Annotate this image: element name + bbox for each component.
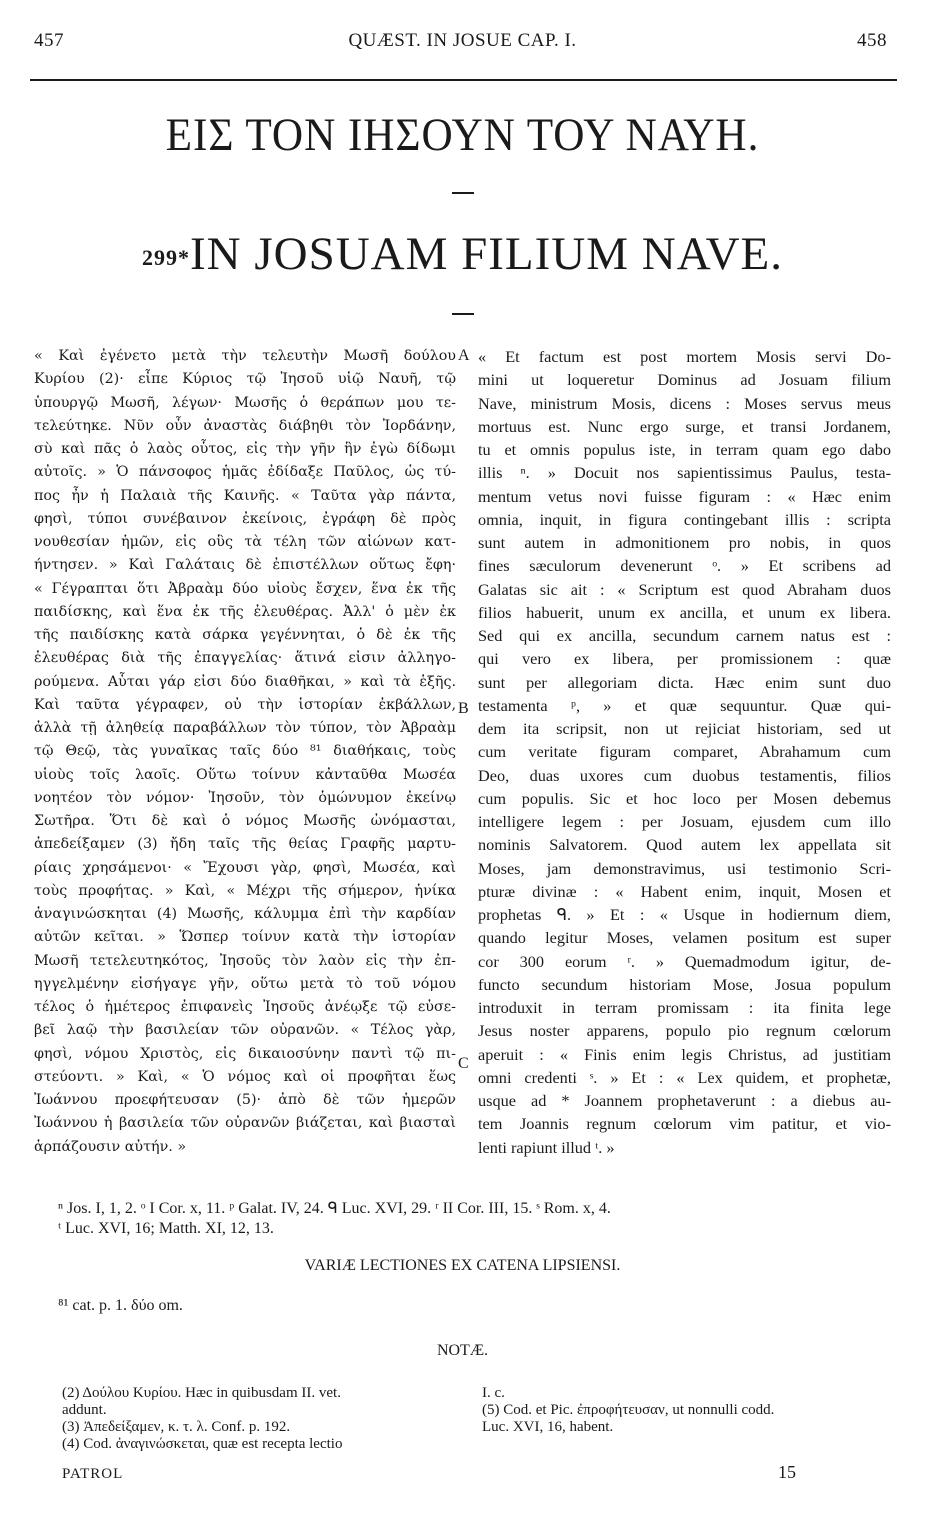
latin-text-line: mentum vetus novi fuisse figuram : « Hæc enim bbox=[478, 486, 891, 506]
notae-heading: NOTÆ. bbox=[436, 1342, 489, 1359]
page-number-right: 458 bbox=[857, 30, 887, 51]
title-dash-2 bbox=[452, 313, 474, 315]
greek-text-line: ρούμενα. Αὗται γάρ εἰσι δύο διαθῆκαι, » καὶ τὰ ἑξῆς. bbox=[34, 673, 456, 690]
title-dash-1 bbox=[452, 192, 474, 194]
footer-left-mark: PATROL bbox=[62, 1466, 124, 1482]
note-line: (4) Cod. ἀναγινώσκεται, quæ est recepta lectio bbox=[62, 1436, 343, 1452]
note-line: I. c. bbox=[482, 1385, 505, 1401]
note-line: (3) Ἀπεδείξαμεν, κ. τ. λ. Conf. p. 192. bbox=[62, 1419, 291, 1435]
latin-text-line: usque ad * Joannem prophetaverunt : a diebus au- bbox=[478, 1091, 891, 1110]
greek-title: ΕΙΣ ΤΟΝ ΙΗΣΟΥΝ ΤΟΥ ΝΑΥΗ. bbox=[165, 109, 760, 161]
greek-text-column bbox=[34, 345, 456, 1159]
latin-text-line: introduxit in terram promissam : ita finita lege bbox=[478, 998, 891, 1017]
latin-text-line: dem ita scripsit, non ut rejiciat historiam, sed ut bbox=[478, 719, 891, 738]
latin-text-line: Galatas sic ait : « Scriptum est quod Abraham duos bbox=[478, 579, 891, 599]
margin-letter-a: A bbox=[458, 347, 470, 364]
greek-text-line: αὐτῶν κεῖται. » Ὥσπερ τοίνυν κατὰ τὴν ἱστορίαν bbox=[34, 929, 456, 946]
latin-text-line: « Et factum est post mortem Mosis servi Do- bbox=[478, 347, 891, 366]
greek-text-line: νοητέον τὸν νόμον· Ἰησοῦν, τὸν ὁμώνυμον ἐκείνῳ bbox=[34, 789, 456, 806]
latin-title-block bbox=[0, 227, 925, 281]
greek-text-line: ηγγελμένην εἰσήγαγε γῆν, οὕτω μετὰ τὸ τοῦ νόμου bbox=[34, 975, 456, 992]
latin-text-line: cum veritate figuram comparet, Abrahamum cum bbox=[478, 742, 891, 762]
variae-heading: VARIÆ LECTIONES EX CATENA LIPSIENSI. bbox=[304, 1257, 621, 1274]
greek-text-line: Ἰωάννου προεφήτευσαν (5)· ἀπὸ δὲ τῶν ἡμερῶν bbox=[34, 1092, 456, 1108]
latin-text-line: cor 300 eorum ʳ. » Quemadmodum igitur, de- bbox=[478, 951, 891, 971]
margin-letter-b: B bbox=[458, 700, 469, 717]
greek-text-line: τῷ Θεῷ, τὰς γυναῖκας ταῖς δύο ⁸¹ διαθήκαις, τοὺς bbox=[34, 743, 456, 760]
latin-text-line: quando legitur Moses, velamen positum est super bbox=[478, 928, 891, 948]
latin-text-line: omnia, inquit, in figura contingebant illis : scripta bbox=[478, 509, 891, 529]
greek-text-line: τοὺς προφήτας. » Καὶ, « Μέχρι τῆς σήμερον, ἡνίκα bbox=[34, 882, 456, 899]
note-line: (5) Cod. et Pic. ἐπροφήτευσαν, ut nonnulli codd. bbox=[482, 1402, 775, 1418]
latin-text-line: functo secundum historiam Mose, Josua populum bbox=[478, 974, 891, 994]
greek-text-line: πος ἦν ἡ Παλαιὰ τῆς Καινῆς. « Ταῦτα γὰρ πάντα, bbox=[34, 487, 456, 504]
greek-text-line: Σωτῆρα. Ὅτι δὲ καὶ ὁ νόμος Μωσῆς ὠνόμασται, bbox=[34, 813, 456, 829]
greek-text-line: παιδίσκης, καὶ ἕνα ἐκ τῆς ἐλευθέρας. Ἀλλ' ὁ μὲν ἐκ bbox=[34, 603, 456, 620]
note-line: addunt. bbox=[62, 1402, 107, 1418]
notes-left bbox=[62, 1385, 462, 1453]
greek-text-line: ρίαις χρησάμενοι· « Ἔχουσι γὰρ, φησὶ, Μωσέα, καὶ bbox=[34, 859, 456, 876]
greek-text-line: ἁρπάζουσιν αὐτήν. » bbox=[34, 1138, 187, 1155]
latin-text-line: Sed qui ex ancilla, secundum carnem natus est : bbox=[478, 626, 891, 645]
latin-text-line: intelligere legem : per Josuam, ejusdem cum illo bbox=[478, 812, 891, 831]
latin-text-line: Jesus noster apparens, populo pio regnum cœlorum bbox=[478, 1021, 891, 1041]
margin-letter-c: C bbox=[458, 1055, 469, 1072]
latin-text-line: Moses, jam demonstravimus, usi testimonio Scri- bbox=[478, 858, 891, 878]
latin-text-line: tem Joannis regnum cœlorum vim patitur, et vio- bbox=[478, 1114, 891, 1134]
latin-text-line: omni credenti ˢ. » Et : « Lex quidem, et prophetæ, bbox=[478, 1067, 891, 1087]
greek-text-line: Μωσῆ τετελευτηκότος, Ἰησοῦς τὸν λαὸν εἰς τὴν ἐπ- bbox=[34, 952, 456, 969]
latin-text-line: lenti rapiunt illud ᵗ. » bbox=[478, 1137, 615, 1157]
latin-text-line: pturæ divinæ : « Habent enim, inquit, Mosen et bbox=[478, 881, 891, 901]
greek-text-line: ἐλευθέρας διὰ τῆς ἐπαγγελίας· ἅτινά εἰσιν ἀλληγο- bbox=[34, 650, 456, 667]
latin-text-column bbox=[478, 345, 891, 1159]
latin-text-line: illis ⁿ. » Docuit nos sapientissimus Paulus, testa- bbox=[478, 463, 891, 483]
latin-text-line: fines sæculorum devenerunt ᵒ. » Et scribens ad bbox=[478, 556, 891, 576]
greek-text-line: ἀναγινώσκηται (4) Μωσῆς, κάλυμμα ἐπὶ τὴν καρδίαν bbox=[34, 906, 456, 922]
greek-text-line: φησὶ, τύποι συνέβαινον ἐκείνοις, ἐγράφη δὲ πρὸς bbox=[34, 510, 456, 527]
greek-text-line: Ἰωάννου ἡ βασιλεία τῶν οὐρανῶν βιάζεται, καὶ βιασταὶ bbox=[34, 1115, 456, 1132]
greek-text-line: Κυρίου (2)· εἶπε Κύριος τῷ Ἰησοῦ υἱῷ Ναυῆ, τῷ bbox=[34, 371, 456, 388]
greek-text-line: « Καὶ ἐγένετο μετὰ τὴν τελευτὴν Μωσῆ δούλου bbox=[34, 348, 456, 364]
latin-text-line: mini ut loqueretur Dominus ad Josuam filium bbox=[478, 370, 891, 390]
latin-text-line: mortuus est. Nunc ergo surge, et transi Jordanem, bbox=[478, 416, 891, 436]
latin-text-line: sunt autem in admonitionem pro nobis, in quos bbox=[478, 533, 891, 552]
latin-text-line: prophetas ᑫ. » Et : « Usque in hodiernum diem, bbox=[478, 905, 891, 924]
greek-text-line: αὐτοῖς. » Ὁ πάνσοφος ἡμᾶς ἐδίδαξε Παῦλος, ὡς τύ- bbox=[34, 464, 456, 481]
latin-text-line: Nave, ministrum Mosis, dicens : Moses servus meus bbox=[478, 393, 891, 413]
note-line: (2) Δούλου Κυρίου. Hæc in quibusdam II. vet. bbox=[62, 1385, 341, 1401]
latin-text-line: sunt per allegoriam dicta. Hæc enim sunt duo bbox=[478, 672, 891, 692]
latin-text-line: aperuit : « Finis enim legis Christus, ad justitiam bbox=[478, 1044, 891, 1064]
greek-text-line: σὺ καὶ πᾶς ὁ λαὸς οὗτος, εἰς τὴν γῆν ἣν ἐγὼ δίδωμι bbox=[34, 441, 456, 457]
note-line: Luc. XVI, 16, habent. bbox=[482, 1419, 614, 1435]
latin-text-line: tu et omnis populus iste, in terram quam ego dabo bbox=[478, 440, 891, 459]
greek-text-line: τελεύτηκε. Νῦν οὖν ἀναστὰς διάβηθι τὸν Ἰορδάνην, bbox=[34, 417, 456, 434]
greek-text-line: νουθεσίαν ἡμῶν, εἰς οὓς τὰ τέλη τῶν αἰώνων κατ- bbox=[34, 534, 456, 550]
header-rule bbox=[30, 79, 897, 81]
latin-text-line: nominis Salvatorem. Quod autem lex appellata sit bbox=[478, 835, 891, 855]
page-number-left: 457 bbox=[34, 30, 64, 51]
scripture-references bbox=[58, 1199, 898, 1239]
variae-entry: ⁸¹ cat. p. 1. δύο om. bbox=[58, 1297, 183, 1314]
running-title: QUÆST. IN JOSUE CAP. I. bbox=[348, 30, 577, 51]
greek-text-line: τῆς παιδίσκης κατὰ σάρκα γεγέννηται, ὁ δὲ ἐκ τῆς bbox=[34, 627, 456, 643]
latin-text-line: qui vero ex libera, per promissionem : quæ bbox=[478, 649, 891, 669]
margin-column-number: 299* bbox=[142, 245, 190, 270]
footer-signature-number: 15 bbox=[778, 1462, 796, 1482]
greek-text-line: ἀλλὰ τῇ ἀληθείᾳ παραβάλλων τὸν τύπον, τὸν Ἀβραὰμ bbox=[34, 720, 456, 736]
greek-text-line: τέλος ὁ ἡμέτερος ἐπιφανεὶς Ἰησοῦς ἀνέῳξε τῷ εὐσε- bbox=[34, 999, 456, 1015]
latin-text-line: Deo, duas uxores cum duobus testamentis, filios bbox=[478, 765, 891, 785]
reference-line-1: ⁿ Jos. I, 1, 2. ᵒ I Cor. x, 11. ᵖ Galat. IV, 24. ᑫ Luc. XVI, 29. ʳ II Cor. III, 15. ˢ Rom. x, 4. bbox=[58, 1200, 611, 1217]
reference-line-2: ᵗ Luc. XVI, 16; Matth. XI, 12, 13. bbox=[58, 1220, 274, 1237]
latin-text-line: cum populis. Sic et hoc loco per Mosen debemus bbox=[478, 788, 891, 808]
latin-text-line: filios habuerit, unum ex ancilla, et unum ex libera. bbox=[478, 602, 891, 622]
greek-text-line: φησὶ, νόμου Χριστὸς, εἰς δικαιοσύνην παντὶ τῷ πι- bbox=[34, 1045, 456, 1062]
greek-text-line: στεύοντι. » Καὶ, « Ὁ νόμος καὶ οἱ προφῆται ἕως bbox=[34, 1068, 456, 1085]
greek-text-line: βεῖ λαῷ τὴν βασιλείαν τῶν οὐρανῶν. « Τέλος γὰρ, bbox=[34, 1022, 456, 1039]
greek-text-line: ὑπουργῷ Μωσῆ, λέγων· Μωσῆς ὁ θεράπων μου τε- bbox=[34, 394, 456, 411]
notes-right bbox=[482, 1385, 897, 1436]
greek-text-line: Καὶ ταῦτα γέγραφεν, οὐ τὴν ἱστορίαν ἐκβάλλων, bbox=[34, 696, 456, 713]
greek-text-line: ήντησεν. » Καὶ Γαλάταις δὲ ἐπιστέλλων οὕτως ἔφη· bbox=[34, 557, 456, 574]
latin-text-line: testamenta ᵖ, » et quæ sequuntur. Quæ qui- bbox=[478, 695, 891, 715]
greek-text-line: υἱοὺς τοῖς λαοῖς. Οὕτω τοίνυν κἀνταῦθα Μωσέα bbox=[34, 766, 456, 783]
latin-title: IN JOSUAM FILIUM NAVE. bbox=[190, 228, 783, 280]
greek-text-line: ἀπεδείξαμεν (3) ἤδη ταῖς τῆς θείας Γραφῆς μαρτυ- bbox=[34, 836, 456, 853]
greek-text-line: « Γέγραπται ὅτι Ἀβραὰμ δύο υἱοὺς ἔσχεν, ἕνα ἐκ τῆς bbox=[34, 580, 456, 597]
